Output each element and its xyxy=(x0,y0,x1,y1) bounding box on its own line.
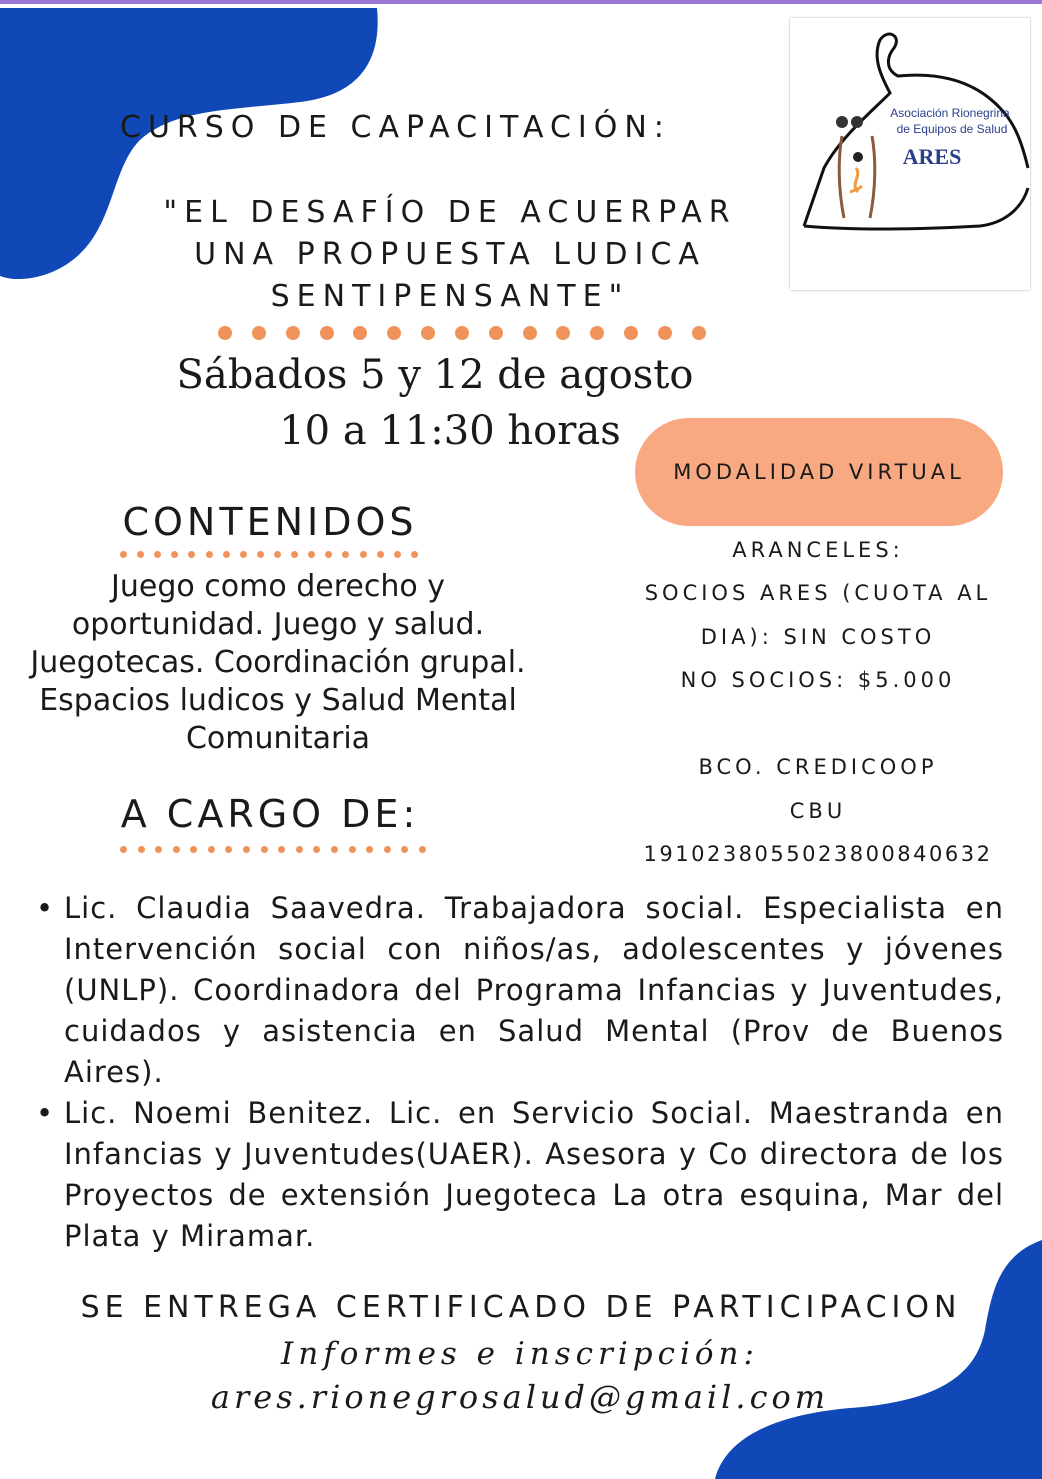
ares-logo-graphic xyxy=(790,18,1030,290)
logo-line-1: Asociación Rionegrina xyxy=(890,106,1010,120)
speaker-bio xyxy=(32,888,1004,1093)
bullet-icon: • xyxy=(36,891,55,925)
cbu-number: 1910238055023800840632 xyxy=(643,842,993,866)
course-title-line-1: "EL DESAFÍO DE ACUERPAR xyxy=(163,195,737,230)
contents-heading: CONTENIDOS xyxy=(122,500,418,544)
contents-dot-divider xyxy=(120,551,418,558)
course-title-line-2: UNA PROPUESTA LUDICA xyxy=(194,237,706,272)
logo-line-2: de Equipos de Salud xyxy=(896,122,1008,136)
logo-acronym: ARES xyxy=(902,144,962,169)
certificate-notice: SE ENTREGA CERTIFICADO DE PARTICIPACION xyxy=(80,1290,962,1325)
fees-non-members: NO SOCIOS: $5.000 xyxy=(680,668,956,692)
modality-text: MODALIDAD VIRTUAL xyxy=(673,460,965,484)
contact-email[interactable]: ares.rionegrosalud@gmail.com xyxy=(210,1378,830,1416)
ares-logo xyxy=(790,18,1030,290)
in-charge-heading: A CARGO DE: xyxy=(120,792,420,836)
speaker-bio-text: Lic. Noemi Benitez. Lic. en Servicio Social. Maestranda en Infancias y Juventudes(UAER). Asesora y Co directora de los Proyectos de extensión Juegoteca La otra esquina, Mar del Plata y Miramar. xyxy=(64,1096,1004,1253)
in-charge-dot-divider xyxy=(120,846,426,853)
speaker-bio-text: Lic. Claudia Saavedra. Trabajadora social. Especialista en Intervención social con niños/as, adolescentes y jóvenes (UNLP). Coordinadora del Programa Infancias y Juventudes, cuidados y asistencia en Salud Mental (Prov de Buenos Aires). xyxy=(64,891,1004,1089)
schedule-time: 10 a 11:30 horas xyxy=(279,408,621,454)
speaker-bio xyxy=(32,1093,1004,1257)
bullet-icon: • xyxy=(36,1096,55,1130)
fees-members-line-1: SOCIOS ARES (CUOTA AL xyxy=(644,581,992,605)
bank-name: BCO. CREDICOOP xyxy=(698,755,938,779)
contents-text: Juego como derecho y oportunidad. Juego y salud. Juegotecas. Coordinación grupal. Espacios ludicos y Salud Mental Comunitaria xyxy=(30,569,526,756)
course-label: CURSO DE CAPACITACIÓN: xyxy=(120,110,671,145)
schedule-dates: Sábados 5 y 12 de agosto xyxy=(176,352,694,398)
course-title-line-3: SENTIPENSANTE" xyxy=(270,279,630,314)
speaker-bio-list xyxy=(32,888,1004,1257)
title-dot-divider xyxy=(218,326,706,340)
info-label: Informes e inscripción: xyxy=(281,1336,759,1372)
fees-heading: ARANCELES: xyxy=(732,538,904,562)
cbu-label: CBU xyxy=(789,799,847,823)
modality-badge xyxy=(635,418,1003,526)
fees-members-line-2: DIA): SIN COSTO xyxy=(700,625,936,649)
